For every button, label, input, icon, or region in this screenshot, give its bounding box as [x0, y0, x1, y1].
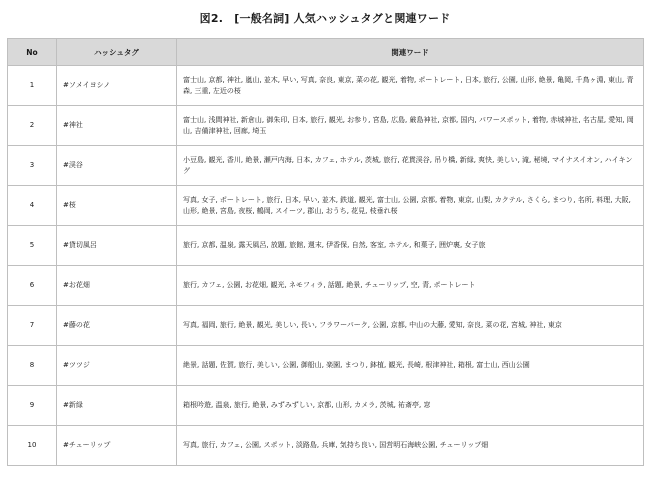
row-hashtag: #ソメイヨシノ — [57, 66, 177, 106]
row-related-words: 小豆島, 観光, 香川, 絶景, 瀬戸内海, 日本, カフェ, ホテル, 茨城, 旅行, 花貫渓谷, 吊り橋, 新緑, 爽快, 美しい, 滝, 秘境, マイナスイオン, ハイキング — [177, 146, 644, 186]
row-related-words: 箱根吟遊, 温泉, 旅行, 絶景, みずみずしい, 京都, 山形, カメラ, 茨城, 祐斎亭, 窓 — [177, 386, 644, 426]
table-row — [8, 266, 644, 306]
row-related-words: 写真, 福岡, 旅行, 絶景, 観光, 美しい, 長い, フラワーパーク, 公園, 京都, 中山の大藤, 愛知, 奈良, 菜の花, 宮城, 神社, 東京 — [177, 306, 644, 346]
row-number: 10 — [8, 426, 57, 466]
row-related-words: 写真, 旅行, カフェ, 公園, スポット, 淡路島, 兵庫, 気持ち良い, 国営明石海峡公園, チューリップ畑 — [177, 426, 644, 466]
row-number: 3 — [8, 146, 57, 186]
hashtag-table — [7, 38, 644, 466]
row-related-words: 富士山, 浅間神社, 新倉山, 御朱印, 日本, 旅行, 観光, お参り, 宮島, 広島, 厳島神社, 京都, 国内, パワースポット, 着物, 赤城神社, 名古屋, 愛知, 岡山, 吉備津神社, 回廊, 埼玉 — [177, 106, 644, 146]
row-hashtag: #ツツジ — [57, 346, 177, 386]
column-header-hashtag: ハッシュタグ — [57, 39, 177, 66]
row-hashtag: #チューリップ — [57, 426, 177, 466]
row-number: 9 — [8, 386, 57, 426]
row-related-words: 旅行, 京都, 温泉, 露天風呂, 放題, 旅館, 週末, 伊香保, 自然, 客室, ホテル, 和菓子, 囲炉裏, 女子旅 — [177, 226, 644, 266]
table-row — [8, 66, 644, 106]
table-body — [8, 66, 644, 466]
table-row — [8, 346, 644, 386]
row-hashtag: #渓谷 — [57, 146, 177, 186]
table-row — [8, 426, 644, 466]
page-title: 図2. [一般名詞] 人気ハッシュタグと関連ワード — [199, 12, 451, 25]
table-header-row — [8, 39, 644, 66]
table-row — [8, 146, 644, 186]
row-number: 4 — [8, 186, 57, 226]
row-number: 6 — [8, 266, 57, 306]
row-hashtag: #藤の花 — [57, 306, 177, 346]
table-row — [8, 306, 644, 346]
row-related-words: 絶景, 話題, 佐賀, 旅行, 美しい, 公園, 御船山, 楽園, まつり, 鉢植, 観光, 長崎, 根津神社, 箱根, 富士山, 西山公園 — [177, 346, 644, 386]
row-hashtag: #桜 — [57, 186, 177, 226]
row-related-words: 富士山, 京都, 神社, 嵐山, 並木, 早い, 写真, 奈良, 東京, 菜の花, 観光, 着物, ポートレート, 日本, 旅行, 公園, 山形, 絶景, 亀岡, 千鳥ヶ淵, 東山, 青森, 三重, 左近の桜 — [177, 66, 644, 106]
row-hashtag: #貸切風呂 — [57, 226, 177, 266]
table-row — [8, 106, 644, 146]
row-number: 5 — [8, 226, 57, 266]
column-header-related: 関連ワード — [177, 39, 644, 66]
row-number: 1 — [8, 66, 57, 106]
row-hashtag: #神社 — [57, 106, 177, 146]
row-number: 7 — [8, 306, 57, 346]
row-number: 2 — [8, 106, 57, 146]
table-row — [8, 386, 644, 426]
table-row — [8, 226, 644, 266]
column-header-no: No — [8, 39, 57, 66]
table-row — [8, 186, 644, 226]
row-related-words: 旅行, カフェ, 公園, お花畑, 観光, ネモフィラ, 話題, 絶景, チューリップ, 空, 青, ポートレート — [177, 266, 644, 306]
row-related-words: 写真, 女子, ポートレート, 旅行, 日本, 早い, 並木, 鉄道, 観光, 富士山, 公園, 京都, 着物, 東京, 山梨, カクテル, さくら, まつり, 名所, 料理, 大阪, 山形, 絶景, 宮島, 夜桜, 鶴岡, スイーツ, 郡山, おうち, 花見, 枝垂れ桜 — [177, 186, 644, 226]
row-hashtag: #新緑 — [57, 386, 177, 426]
row-number: 8 — [8, 346, 57, 386]
row-hashtag: #お花畑 — [57, 266, 177, 306]
